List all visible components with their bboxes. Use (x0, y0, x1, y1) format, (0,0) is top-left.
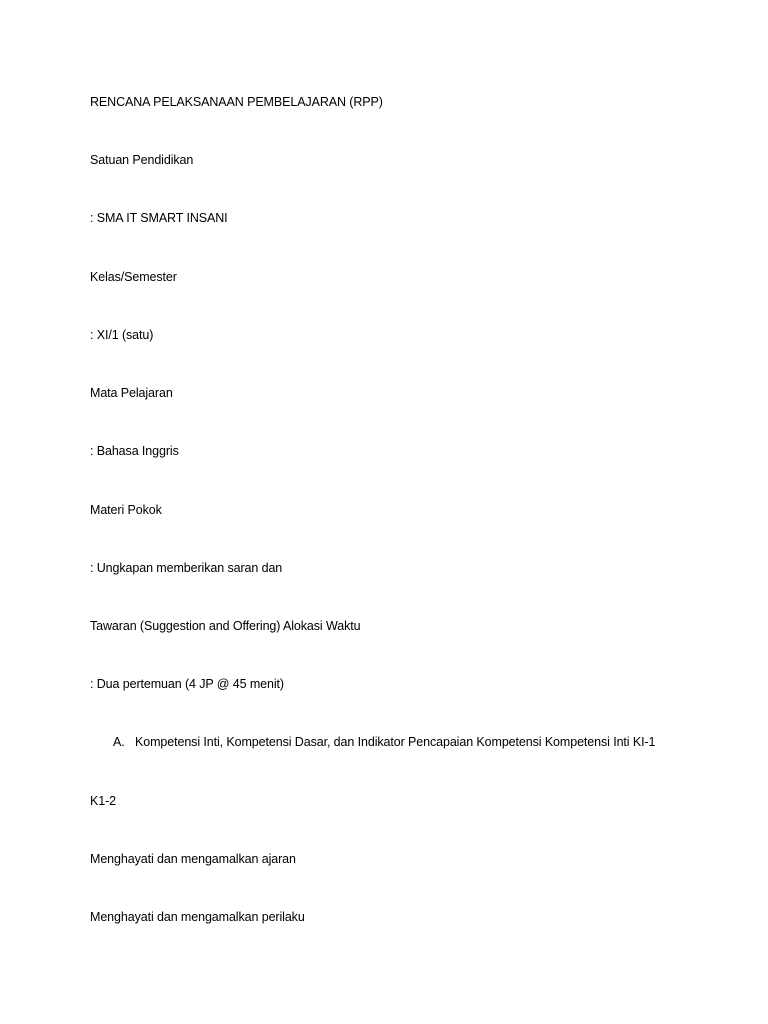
satuan-value: : SMA IT SMART INSANI (90, 211, 228, 225)
kelas-value: : XI/1 (satu) (90, 328, 154, 342)
mapel-value: : Bahasa Inggris (90, 444, 179, 458)
menghayati-perilaku: Menghayati dan mengamalkan perilaku (90, 910, 305, 924)
materi-continued: Tawaran (Suggestion and Offering) Alokasi Waktu (90, 619, 361, 633)
alokasi-value: : Dua pertemuan (4 JP @ 45 menit) (90, 677, 284, 691)
section-a-text: Kompetensi Inti, Kompetensi Dasar, dan Indikator Pencapaian Kompetensi Kompetensi Inti KI-1 (135, 735, 656, 749)
materi-label: Materi Pokok (90, 503, 162, 517)
materi-value: : Ungkapan memberikan saran dan (90, 561, 283, 575)
menghayati-ajaran: Menghayati dan mengamalkan ajaran (90, 852, 296, 866)
section-a-marker: A. (113, 735, 125, 749)
satuan-label: Satuan Pendidikan (90, 153, 194, 167)
kelas-label: Kelas/Semester (90, 270, 177, 284)
section-a-heading (113, 734, 655, 750)
mapel-label: Mata Pelajaran (90, 386, 173, 400)
document-title: RENCANA PELAKSANAAN PEMBELAJARAN (RPP) (90, 95, 383, 109)
k1-2-label: K1-2 (90, 794, 117, 808)
